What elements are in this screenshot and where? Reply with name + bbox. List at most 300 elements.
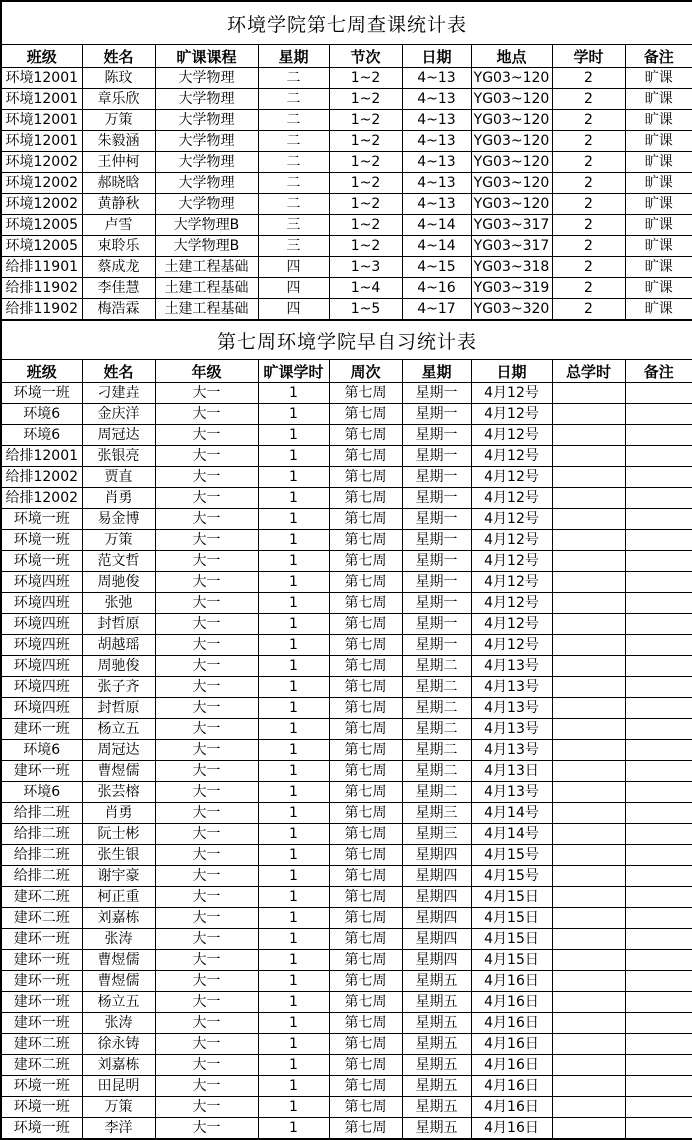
table-cell [625,845,692,866]
table-cell: 给排11902 [1,278,82,299]
table-cell: 4月12号 [471,572,552,593]
table-cell: 2 [552,194,625,215]
table-cell [552,908,625,929]
table-cell: YG03~120 [471,173,552,194]
table-cell: 四 [258,278,329,299]
table-cell: 4月16日 [471,1034,552,1055]
table-cell: 第七周 [329,509,402,530]
table-cell: 大学物理 [155,173,258,194]
table-row [1,866,692,887]
table-cell: 4月15日 [471,908,552,929]
table-row [1,677,692,698]
table-cell: 4月12号 [471,593,552,614]
table-cell: YG03~319 [471,278,552,299]
table-cell: 1 [258,698,329,719]
table-cell: 第七周 [329,404,402,425]
table-cell: 环境12002 [1,173,82,194]
table-cell: 星期五 [402,1034,471,1055]
table-cell: 第七周 [329,593,402,614]
table-cell: 大一 [155,698,258,719]
table-cell: 张银亮 [82,446,155,467]
table-cell [625,782,692,803]
table-row [1,656,692,677]
table-cell [625,824,692,845]
table-cell: 4~13 [402,68,471,89]
table-cell: YG03~120 [471,194,552,215]
table-row [1,278,692,299]
table-cell: 4~13 [402,131,471,152]
table-cell [552,425,625,446]
table-cell [552,971,625,992]
table-cell: 第七周 [329,572,402,593]
table-cell: 大一 [155,971,258,992]
table-cell [552,887,625,908]
table-cell: 星期一 [402,425,471,446]
table-cell: 星期四 [402,929,471,950]
table-row [1,446,692,467]
table-cell: 大一 [155,425,258,446]
column-header: 日期 [471,360,552,383]
table-cell [625,866,692,887]
table-cell: 星期三 [402,803,471,824]
table-cell: 第七周 [329,845,402,866]
table2-body [1,383,692,1140]
table-cell: 土建工程基础 [155,278,258,299]
table-cell: 张子齐 [82,677,155,698]
table-cell: 星期二 [402,782,471,803]
table-cell: 第七周 [329,698,402,719]
table-cell: 环境一班 [1,1097,82,1118]
table-cell: 环境12005 [1,236,82,257]
column-header: 星期 [258,45,329,68]
table-cell: 第七周 [329,740,402,761]
table-cell: 4月13日 [471,761,552,782]
table-cell: 1 [258,383,329,404]
table-cell: 张涛 [82,1013,155,1034]
table-cell: 4月16日 [471,1076,552,1097]
table-row [1,761,692,782]
table-row [1,635,692,656]
table-row [1,719,692,740]
table-cell: 第七周 [329,656,402,677]
table-cell [552,1034,625,1055]
table-cell [552,677,625,698]
table-cell: 4月14号 [471,824,552,845]
table-cell: 星期一 [402,593,471,614]
table-row [1,824,692,845]
table1-title-row [1,1,692,45]
table-cell: 2 [552,278,625,299]
table-row [1,467,692,488]
table-cell: 范文哲 [82,551,155,572]
table-cell: 环境12005 [1,215,82,236]
table-cell: 朱毅涵 [82,131,155,152]
table1-header-row [1,45,692,68]
column-header: 星期 [402,360,471,383]
table-cell [625,1097,692,1118]
table-cell: 星期五 [402,1097,471,1118]
table-cell: 2 [552,236,625,257]
table-cell [552,572,625,593]
table-cell: 环境四班 [1,698,82,719]
table-row [1,257,692,278]
table-cell: 第七周 [329,803,402,824]
table-cell: 大一 [155,887,258,908]
table1-body [1,68,692,321]
table-cell: 4月12号 [471,383,552,404]
table-cell: 1 [258,614,329,635]
table-cell: 4月16日 [471,1118,552,1140]
table-row [1,152,692,173]
table-cell [625,950,692,971]
table-cell: 周冠达 [82,425,155,446]
table-cell: 三 [258,215,329,236]
table-cell: 4月12号 [471,614,552,635]
table-cell [625,656,692,677]
table-cell: 贾直 [82,467,155,488]
table-cell: 4月16日 [471,1097,552,1118]
table-cell: 大学物理 [155,131,258,152]
table-cell: 旷课 [625,89,692,110]
table-cell [552,1013,625,1034]
table-cell: 星期一 [402,404,471,425]
table-cell: 环境一班 [1,551,82,572]
table-cell: 建环二班 [1,1055,82,1076]
table-cell [625,677,692,698]
table-cell: 第七周 [329,1013,402,1034]
table-cell: 星期四 [402,950,471,971]
table-cell: 1 [258,761,329,782]
table-cell: 2 [552,131,625,152]
table-cell: 4~13 [402,110,471,131]
table-cell: 建环一班 [1,950,82,971]
table-cell: 大一 [155,1013,258,1034]
table-cell: 封哲原 [82,614,155,635]
table-row [1,1055,692,1076]
table-cell [625,383,692,404]
table-cell: 大一 [155,992,258,1013]
table-cell: 2 [552,299,625,321]
table-cell: 环境四班 [1,593,82,614]
table-cell: 大学物理 [155,152,258,173]
table-cell: 星期二 [402,719,471,740]
table-cell: 建环一班 [1,1013,82,1034]
table-cell: 建环二班 [1,887,82,908]
table-cell: 建环二班 [1,908,82,929]
table-cell: 大一 [155,446,258,467]
table-row [1,551,692,572]
table-cell: 第七周 [329,1055,402,1076]
table-cell: 1 [258,803,329,824]
table-cell: 二 [258,110,329,131]
table-cell: 大一 [155,761,258,782]
table-cell: 第七周 [329,1118,402,1140]
table-cell [552,1076,625,1097]
table-cell [552,530,625,551]
table-cell: 星期三 [402,824,471,845]
table-cell: YG03~120 [471,131,552,152]
table-cell: 星期四 [402,845,471,866]
table-row [1,740,692,761]
table-cell: 杨立五 [82,992,155,1013]
table-cell: 1 [258,992,329,1013]
table-cell: 万策 [82,110,155,131]
table-cell: 星期一 [402,635,471,656]
table-cell: YG03~317 [471,215,552,236]
table-cell: 4~17 [402,299,471,321]
table-cell: 星期一 [402,488,471,509]
table-row [1,131,692,152]
table-cell: 星期五 [402,971,471,992]
table-row [1,845,692,866]
table-cell: 黄静秋 [82,194,155,215]
table-cell: 1 [258,950,329,971]
table-cell: 大学物理 [155,110,258,131]
table-cell: 大一 [155,551,258,572]
table-cell [625,761,692,782]
table-cell: 大学物理 [155,68,258,89]
table-cell: 四 [258,299,329,321]
table-cell: 4月12号 [471,488,552,509]
table-cell: 环境四班 [1,614,82,635]
table-cell: 1~2 [329,152,402,173]
table-cell: 四 [258,257,329,278]
table-cell: 1 [258,866,329,887]
table-cell: 2 [552,68,625,89]
table-cell: YG03~120 [471,68,552,89]
table-cell: 环境一班 [1,1118,82,1140]
table-row [1,530,692,551]
table-cell: 4月15日 [471,887,552,908]
table-cell: 大一 [155,488,258,509]
table-cell: 旷课 [625,173,692,194]
table-cell: 1 [258,467,329,488]
table-cell [552,950,625,971]
table-cell: 星期二 [402,761,471,782]
table-row [1,1076,692,1097]
table-cell: 2 [552,110,625,131]
table-row [1,194,692,215]
table-cell: 4月13号 [471,698,552,719]
table-cell: 大一 [155,866,258,887]
table-cell: 大一 [155,530,258,551]
morning-selfstudy-table [0,319,692,1140]
table-cell [625,803,692,824]
table-row [1,404,692,425]
table-cell [625,992,692,1013]
table-cell: YG03~318 [471,257,552,278]
table-cell: 刘嘉栋 [82,1055,155,1076]
table-cell: 星期一 [402,446,471,467]
table-cell [552,614,625,635]
table-cell: 4~14 [402,215,471,236]
table-cell: 大一 [155,593,258,614]
table-cell: 柯正重 [82,887,155,908]
table-cell: 1~2 [329,194,402,215]
table-cell: 1~2 [329,89,402,110]
table-cell: 星期四 [402,866,471,887]
table-cell [625,1034,692,1055]
table-cell: YG03~120 [471,110,552,131]
table-row [1,89,692,110]
table-cell: 星期四 [402,908,471,929]
table2-title-row [1,320,692,360]
table-cell: 大一 [155,509,258,530]
table-cell: 第七周 [329,614,402,635]
table-cell [552,383,625,404]
table-cell: 旷课 [625,194,692,215]
table-cell: 1 [258,1013,329,1034]
table-cell: 大一 [155,719,258,740]
table-cell [625,467,692,488]
table-cell: 环境一班 [1,1076,82,1097]
table-cell: 大一 [155,1076,258,1097]
table-cell [552,1055,625,1076]
table-cell: 二 [258,68,329,89]
table-cell: 二 [258,194,329,215]
table-row [1,1013,692,1034]
table-cell: 曹煜儒 [82,950,155,971]
table-cell: 大一 [155,740,258,761]
table-cell [552,782,625,803]
table-cell: 阮士彬 [82,824,155,845]
table-cell: 万策 [82,1097,155,1118]
table-cell: 4月12号 [471,635,552,656]
table-row [1,383,692,404]
table-cell: 星期二 [402,656,471,677]
table-cell: 张弛 [82,593,155,614]
table-cell: 田昆明 [82,1076,155,1097]
column-header: 旷课课程 [155,45,258,68]
table-cell: 束聆乐 [82,236,155,257]
table-cell [625,530,692,551]
table-cell: 旷课 [625,236,692,257]
table-cell: 环境一班 [1,509,82,530]
table-row [1,950,692,971]
table-cell [625,908,692,929]
table-cell: 大一 [155,467,258,488]
table-cell [625,404,692,425]
table-row [1,803,692,824]
column-header: 班级 [1,360,82,383]
table-cell: 梅浩霖 [82,299,155,321]
table-cell: 大一 [155,908,258,929]
table-cell [552,551,625,572]
table-row [1,173,692,194]
table-cell: 环境6 [1,782,82,803]
table-cell: 给排12001 [1,446,82,467]
table-cell: 1 [258,1118,329,1140]
table-cell [552,593,625,614]
table-row [1,614,692,635]
table-cell: 4~13 [402,152,471,173]
table-cell [552,467,625,488]
table-cell: 曹煜儒 [82,971,155,992]
table-cell: 第七周 [329,425,402,446]
table-row [1,215,692,236]
table-cell: 4~14 [402,236,471,257]
table-cell: 大一 [155,782,258,803]
table-cell: 旷课 [625,215,692,236]
table-cell [552,761,625,782]
table-cell: 环境12001 [1,89,82,110]
column-header: 备注 [625,360,692,383]
table-cell: 土建工程基础 [155,257,258,278]
table-cell: 星期二 [402,677,471,698]
table-cell: 4~13 [402,194,471,215]
table-cell [552,929,625,950]
table-cell: 4月15日 [471,950,552,971]
table-cell [552,446,625,467]
table-row [1,572,692,593]
table-cell: 4月12号 [471,446,552,467]
table-row [1,299,692,321]
table-cell: 1 [258,635,329,656]
table-cell: 1 [258,971,329,992]
table-cell: 第七周 [329,719,402,740]
table-cell: 周驰俊 [82,656,155,677]
table-cell: 张芸榕 [82,782,155,803]
table-cell: 环境四班 [1,635,82,656]
table-cell: 环境一班 [1,530,82,551]
table-cell [625,614,692,635]
table-cell: 1 [258,1076,329,1097]
table-cell: 2 [552,152,625,173]
table-row [1,509,692,530]
table-cell: 2 [552,215,625,236]
column-header: 地点 [471,45,552,68]
table-cell [552,1097,625,1118]
column-header: 周次 [329,360,402,383]
table-row [1,593,692,614]
table-cell: 建环一班 [1,929,82,950]
table-cell: 第七周 [329,551,402,572]
table-cell: 星期五 [402,992,471,1013]
table-cell [625,929,692,950]
table-cell: 金庆洋 [82,404,155,425]
table-cell [552,719,625,740]
table-cell: 旷课 [625,131,692,152]
table1-title: 环境学院第七周查课统计表 [1,1,692,45]
table-cell: 大一 [155,383,258,404]
table-cell: 4月12号 [471,530,552,551]
table-cell [625,1013,692,1034]
table-cell: 2 [552,173,625,194]
table-cell: 星期四 [402,887,471,908]
column-header: 学时 [552,45,625,68]
table-cell: 4月12号 [471,551,552,572]
table-cell: 1 [258,530,329,551]
table-cell: 给排二班 [1,803,82,824]
table-cell: 大学物理B [155,236,258,257]
table-cell: 环境12002 [1,152,82,173]
table-cell: 1 [258,1034,329,1055]
table-cell: 二 [258,173,329,194]
table-cell: 给排11902 [1,299,82,321]
table-cell [625,572,692,593]
table-cell: 大一 [155,572,258,593]
table-cell: 旷课 [625,110,692,131]
table-cell: 1 [258,824,329,845]
table-cell: 4~13 [402,89,471,110]
table-cell [552,404,625,425]
table-cell: 1 [258,929,329,950]
table-cell: 王仲柯 [82,152,155,173]
table-cell [552,866,625,887]
table-cell: 李洋 [82,1118,155,1140]
table-cell: 大一 [155,824,258,845]
table-cell [552,509,625,530]
